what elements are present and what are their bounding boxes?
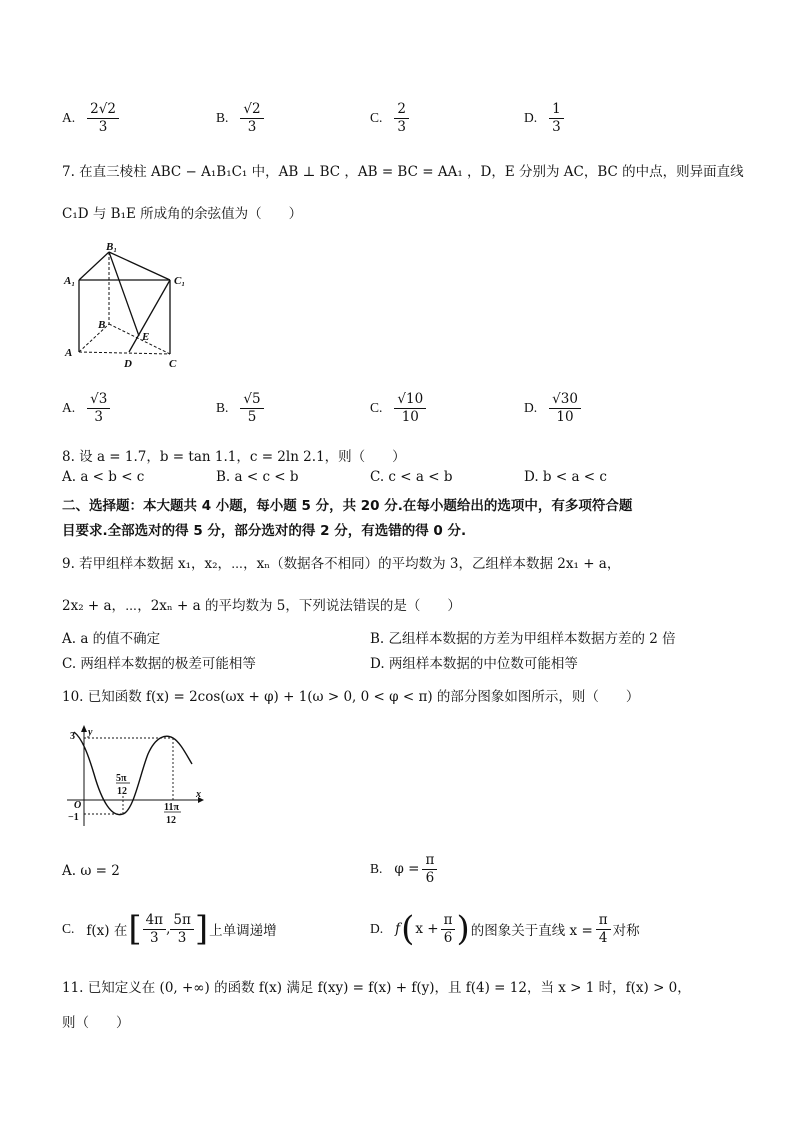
right-bracket: ] (194, 909, 209, 949)
left-bracket: [ (128, 909, 142, 949)
fraction: $\frac{√10}{10}$ (394, 392, 426, 425)
right-paren: ) (456, 909, 470, 949)
q10-option-a: A. ω = 2 (62, 863, 120, 879)
tick-5pi-num: 5π (116, 773, 127, 784)
q6-option-d: D. $\frac{1}{3}$ (524, 102, 564, 135)
fraction: $\frac{√3}{3}$ (87, 392, 110, 425)
vertex-a1: A₁ (64, 275, 76, 287)
tick-5pi-den: 12 (117, 786, 127, 797)
q6-option-b: B. $\frac{√2}{3}$ (216, 102, 264, 135)
fraction: $\frac{5\pi}{3}$ (170, 913, 193, 946)
q6-option-c: C. $\frac{2}{3}$ (370, 102, 409, 135)
cosine-graph (62, 724, 204, 828)
tick-11pi-num: 11π (164, 802, 179, 813)
origin-label: O (74, 800, 82, 811)
point-d: D (124, 358, 132, 370)
q9-option-c: C. 两组样本数据的极差可能相等 (62, 656, 256, 672)
q7-option-a: A. $\frac{√3}{3}$ (62, 392, 110, 425)
q7-option-b: B. $\frac{√5}{5}$ (216, 392, 264, 425)
q10-stem: 10. 已知函数 f(x) = 2cos(ωx + φ) + 1(ω > 0, 0 < φ < π) 的部分图象如图所示，则（ ） (62, 689, 640, 705)
fraction: $\frac{√2}{3}$ (240, 102, 263, 135)
section-2-heading-line1: 二、选择题：本大题共 4 小题，每小题 5 分，共 20 分.在每小题给出的选项中，有多项符合题 (62, 498, 633, 514)
fraction: $\frac{√30}{10}$ (549, 392, 581, 425)
q6-option-a: A. $\frac{2√2}{3}$ (62, 102, 119, 135)
q7-stem-line2: C₁D 与 B₁E 所成角的余弦值为（ ） (62, 206, 303, 222)
q9-option-b: B. 乙组样本数据的方差为甲组样本数据方差的 2 倍 (370, 631, 676, 647)
q11-stem-line2: 则（ ） (62, 1015, 130, 1031)
q8-stem: 8. 设 a = 1.7，b = tan 1.1，c = 2ln 2.1，则（ ） (62, 449, 406, 465)
y-axis-label: y (88, 727, 93, 738)
q7-stem-line1: 7. 在直三棱柱 ABC − A₁B₁C₁ 中，AB ⊥ BC ，AB = BC = AA₁ ，D，E 分别为 AC，BC 的中点，则异面直线 (62, 164, 744, 180)
fraction: $\frac{2}{3}$ (394, 102, 409, 135)
q9-stem-line1: 9. 若甲组样本数据 x₁，x₂，⋯，xₙ（数据各不相同）的平均数为 3，乙组样本数据 2x₁ + a， (62, 556, 621, 572)
q10-option-b: B. φ = $\frac{\pi}{6}$ (370, 853, 437, 886)
q9-option-a: A. a 的值不确定 (62, 631, 161, 647)
q9-stem-line2: 2x₂ + a，⋯，2xₙ + a 的平均数为 5，下列说法错误的是（ ） (62, 598, 461, 614)
q7-option-c: C. $\frac{√10}{10}$ (370, 392, 426, 425)
point-e: E (142, 331, 150, 343)
vertex-c1: C₁ (174, 275, 186, 287)
fraction: $\frac{√5}{5}$ (240, 392, 263, 425)
q10-option-c: C. f(x) 在 [ $\frac{4\pi}{3}$ , $\frac{5\pi}{3}$ ] 上单调递增 (62, 909, 277, 949)
q9-option-d: D. 两组样本数据的中位数可能相等 (370, 656, 578, 672)
fraction: $\frac{\pi}{4}$ (596, 913, 611, 946)
left-paren: ( (401, 909, 415, 949)
vertex-c: C (169, 358, 177, 370)
q8-option-b: B. a < c < b (216, 469, 299, 485)
x-axis-label: x (196, 789, 201, 800)
vertex-a: A (65, 347, 73, 359)
fraction: $\frac{\pi}{6}$ (441, 913, 456, 946)
q11-stem-line1: 11. 已知定义在 (0, +∞) 的函数 f(x) 满足 f(xy) = f(x) + f(y)，且 f(4) = 12，当 x > 1 时，f(x) > 0， (62, 980, 691, 996)
prism-figure (60, 238, 195, 373)
q8-option-a: A. a < b < c (62, 469, 145, 485)
q10-option-d: D. f ( x + $\frac{\pi}{6}$ ) 的图象关于直线 x = $\frac{\pi}{4}$ 对称 (370, 909, 640, 949)
y-max-label: 3 (70, 731, 75, 742)
vertex-b: B (98, 319, 106, 331)
y-min-label: −1 (68, 812, 79, 823)
vertex-b1: B₁ (106, 241, 118, 253)
q7-option-d: D. $\frac{√30}{10}$ (524, 392, 581, 425)
fraction: $\frac{\pi}{6}$ (422, 853, 437, 886)
fraction: $\frac{2√2}{3}$ (87, 102, 119, 135)
tick-11pi-den: 12 (166, 815, 176, 826)
q8-option-d: D. b < a < c (524, 469, 607, 485)
q8-option-c: C. c < a < b (370, 469, 453, 485)
fraction: $\frac{1}{3}$ (549, 102, 564, 135)
section-2-heading-line2: 目要求.全部选对的得 5 分，部分选对的得 2 分，有选错的得 0 分. (62, 523, 467, 539)
fraction: $\frac{4\pi}{3}$ (143, 913, 166, 946)
